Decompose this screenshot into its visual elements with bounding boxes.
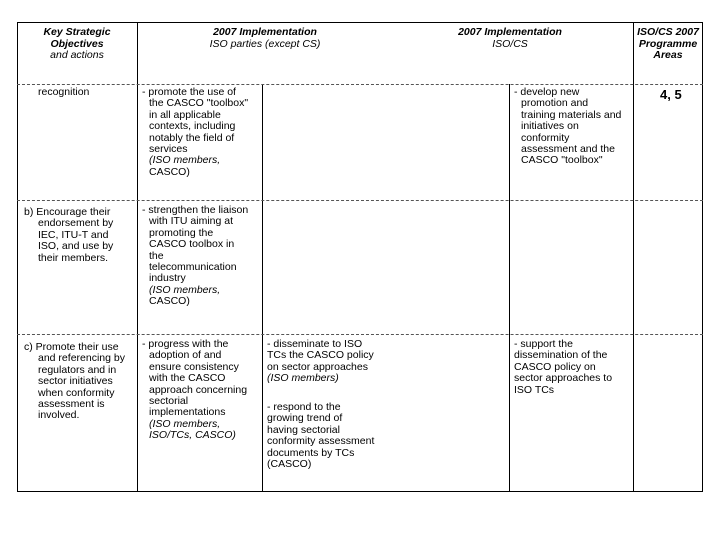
row3-iso-cs-action: - support the dissemination of the CASCO policy on sector approaches to ISO TCs bbox=[514, 338, 613, 396]
row3-objective: c) Promote their use and referencing by regulators and in sector initiatives when conformity assessment is involved. bbox=[24, 341, 125, 422]
row2-iso-parties-action: - strengthen the liaison with ITU aiming at promoting the CASCO toolbox in the telecommunication industry (ISO members, CASCO) bbox=[142, 204, 249, 308]
row1-objective: recognition bbox=[38, 86, 90, 98]
grid-line-bottom bbox=[17, 491, 703, 492]
grid-line-header-bottom bbox=[17, 84, 703, 85]
header-programme-areas: ISO/CS 2007 Programme Areas bbox=[637, 26, 699, 62]
grid-line-row1-bottom bbox=[17, 200, 703, 201]
header-iso-cs: 2007 Implementation ISO/CS bbox=[458, 26, 562, 50]
grid-line-left bbox=[17, 22, 18, 492]
grid-line-col3 bbox=[509, 84, 510, 492]
row1-iso-parties-action: - promote the use of the CASCO "toolbox" in all applicable contexts, including notably the field of services (ISO members, CASCO) bbox=[142, 86, 249, 178]
grid-line-col1 bbox=[137, 22, 138, 492]
row1-programme-areas: 4, 5 bbox=[660, 87, 682, 102]
row3-iso-parties-disseminate: - disseminate to ISO TCs the CASCO policy on sector approaches (ISO members) bbox=[267, 338, 374, 385]
grid-line-col4 bbox=[633, 22, 634, 492]
grid-line-right bbox=[702, 22, 703, 492]
header-objectives: Key Strategic Objectives and actions bbox=[43, 26, 111, 62]
header-iso-parties: 2007 Implementation ISO parties (except CS) bbox=[209, 26, 321, 50]
row3-iso-parties-respond: - respond to the growing trend of having sectorial conformity assessment documents by TCs (CASCO) bbox=[267, 401, 375, 471]
grid-line-row2-bottom bbox=[17, 334, 703, 335]
row1-iso-cs-action: - develop new promotion and training materials and initiatives on conformity assessment and the CASCO "toolbox" bbox=[514, 86, 622, 167]
grid-line-top bbox=[17, 22, 703, 23]
grid-line-col2 bbox=[262, 84, 263, 492]
row2-objective: b) Encourage their endorsement by IEC, ITU-T and ISO, and use by their members. bbox=[24, 206, 114, 264]
row3-iso-parties-action: - progress with the adoption of and ensure consistency with the CASCO approach concerning sectorial implementations (ISO members, ISO/TCs, CASCO) bbox=[142, 338, 248, 442]
